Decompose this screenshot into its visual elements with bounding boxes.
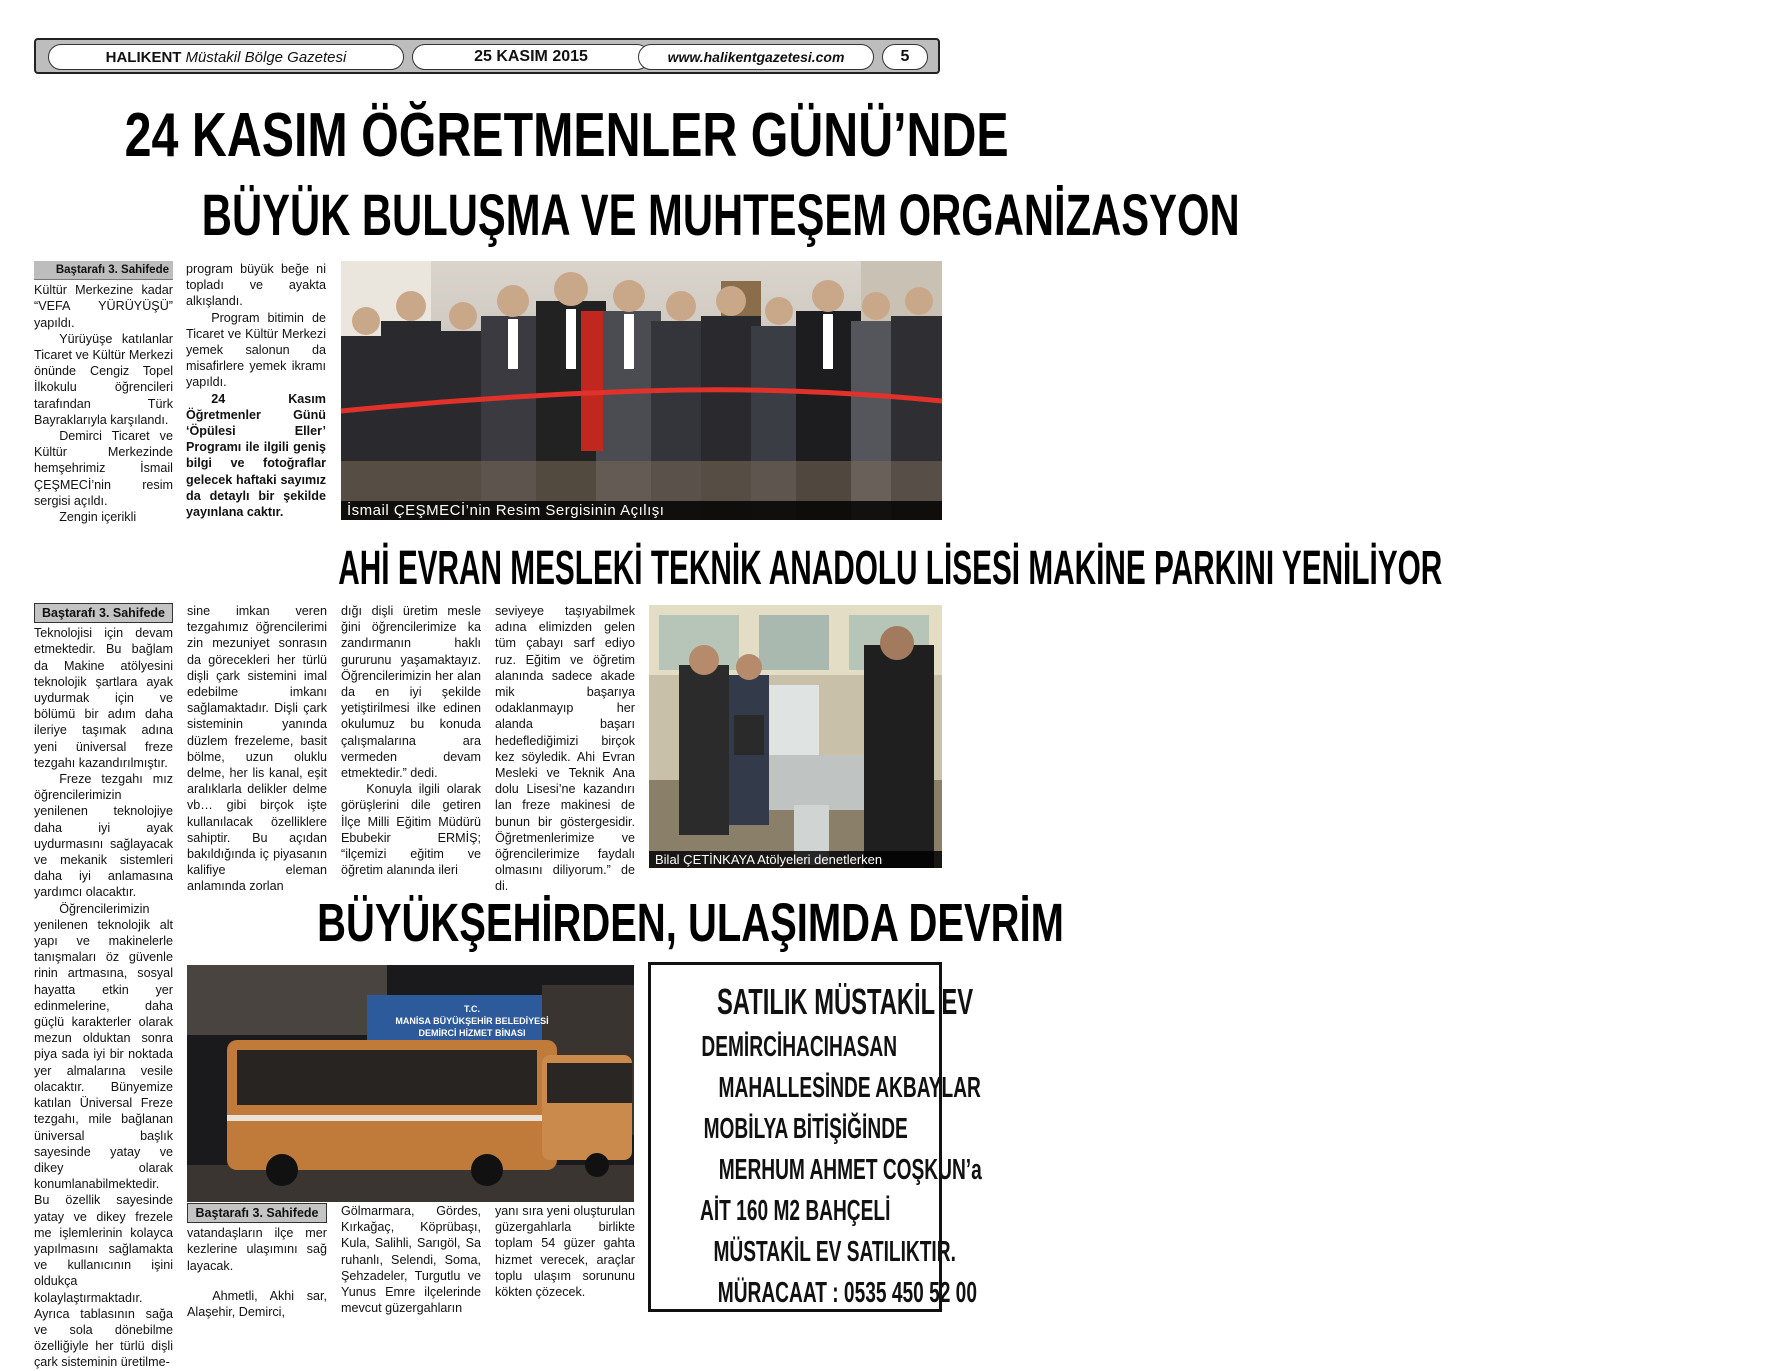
- building-sign: [367, 997, 577, 1053]
- article3-column-2: [341, 1203, 481, 1316]
- headline-ahi-evran: AHİ EVRAN MESLEKİ TEKNİK ANADOLU LİSESİ MAKİNE PARKINI YENİLİYOR: [338, 542, 1443, 595]
- article3-column-1: [187, 1203, 327, 1320]
- ad-title: SATILIK MÜSTAKİL EV: [716, 981, 974, 1022]
- classified-ad-house-for-sale: [648, 962, 982, 1312]
- paragraph: program büyük beğe ni topladı ve ayakta alkışlandı.: [186, 262, 326, 309]
- ad-line: MAHALLESİNDE AKBAYLAR: [718, 1072, 981, 1104]
- photo-ribbon-cutting: [341, 261, 942, 520]
- paragraph: Ahmetli, Akhi sar, Alaşehir, Demirci,: [187, 1288, 327, 1320]
- ad-line: MOBİLYA BİTİŞİĞİNDE: [703, 1113, 908, 1145]
- paragraph: Zengin içerikli: [59, 510, 137, 525]
- paragraph: Yürüyüşe katılanlar Ticaret ve Kültür Merkezi önünde Cengiz Topel İlkokulu öğrencileri tarafından Türk Bayraklarıyla karşılandı.: [34, 331, 173, 427]
- article2-column-3: [341, 603, 481, 878]
- ad-line: DEMİRCİHACIHASAN: [701, 1031, 898, 1063]
- paragraph: yanı sıra yeni oluşturulan güzergahlarla birlikte toplam 54 güzer gahta hizmet verecek, araçlar toplu ulaşım sorununu kökten çözecek.: [495, 1204, 636, 1300]
- paper-name: HALIKENT: [105, 48, 182, 66]
- ad-contact-phone: MÜRACAAT : 0535 450 52 00: [717, 1277, 977, 1309]
- page-header: [34, 38, 940, 74]
- article3-column-3: [495, 1203, 635, 1300]
- paragraph: Demirci Ticaret ve Kültür Merkezinde hemşehrimiz İsmail ÇEŞMECİ’nin resim sergisi açıldı.: [34, 429, 173, 508]
- ad-line: AİT 160 M2 BAHÇELİ: [700, 1195, 891, 1227]
- article1-column-1: [34, 261, 173, 525]
- page-number: 5: [882, 44, 928, 70]
- continued-tag: Baştarafı 3. Sahifede: [34, 261, 173, 280]
- article2-column-2: [187, 603, 327, 895]
- issue-date: 25 KASIM 2015: [412, 44, 650, 70]
- paragraph: dığı dişli üretim mesle ğini öğrencilerimize ka zandırmanın haklı gururunu yaşamaktayız. Öğrencilerimizin her alan da en iyi şekilde yetiştirilmesi ilke edinen okulumuz bu konuda çalışmalarına ara vermeden devam etmektedir.” dedi.: [341, 604, 481, 781]
- paragraph: Öğrencilerimizin yenilenen teknolojik alt yapı ve makinelerle tanışmaları öz güvenle rinin artmasına, sosyal hayatta etkin yer edinmelerine, daha güçlü karakterler olarak mezun olduktan sonra piya sada iyi bir noktada yer almalarına vesile olacaktır. Bünyemize katılan Üniversal Freze tezgahı, mile bağlanan üniversal başlık sayesinde yatay ve dikey olarak konumlanabilmektedir. Bu özellik sayesinde yatay ve dikey frezele me işlemlerinin kolayca yapılmasını sağlamakta ve kullanıcının işini oldukça kolaylaştırmaktadır. Ayrıca tablasının sağa ve sola dönebilme özelliğiyle her türlü dişli çark sisteminin üretilme-: [34, 901, 173, 1370]
- paragraph: Freze tezgahı mız öğrencilerimizin yenilenen teknolojiye daha iyi ayak uydurmasını sağlayacak ve mekanik sistemleri daha iyi anlamasına yardımcı olacaktır.: [34, 772, 173, 900]
- workshop-image: [649, 605, 942, 868]
- photo-workshop: [649, 605, 942, 868]
- article2-column-1: [34, 603, 173, 1371]
- paragraph: seviyeye taşıyabilmek adına elimizden gelen tüm çabayı sarf ediyo ruz. Eğitim ve öğretim alanında sadece akade mik başarıya odaklanmayıp her alanda başarı hedeflediğimizi birçok kez söyledik. Ahi Evran Mesleki ve Teknik Ana dolu Lisesi’ne kazandırı lan freze makinesi de bunun bir göstergesidir. Öğretmenlerimize ve öğrencilerimize faydalı olmasını diliyorum.” de di.: [495, 604, 635, 894]
- paragraph: Teknolojisi için devam etmektedir. Bu bağlam da Makine atölyesini teknolojik şartlara ayak uydurmak için ve bölümü bir adım daha ileriye taşımak adına yeni üniversal freze tezgahı kazandırılmıştır.: [34, 626, 173, 770]
- paragraph: sine imkan veren tezgahımız öğrencilerimi zin mezuniyet sonrasın da görecekleri her türlü dişli çark sistemini imal edebilme imkanı sağlamaktadır. Dişli çark sisteminin yanında düzlem frezeleme, basit bölme, uzun oluklu delme, her lis kanal, eşit aralıklarla delikler delme vb… gibi birçok işte kullanılacak özelliklere sahiptir. Bu açıdan bakıldığında iç piyasanın kalifiye eleman anlamında zorlan: [187, 604, 327, 894]
- photo-caption: Bilal ÇETİNKAYA Atölyeleri denetlerken: [649, 851, 942, 868]
- article1-column-2: [186, 261, 326, 520]
- ad-line: MERHUM AHMET COŞKUN’a: [718, 1154, 982, 1186]
- sign-line: MANİSA BÜYÜKŞEHİR BELEDİYESİ: [395, 1016, 549, 1026]
- website-url[interactable]: www.halikentgazetesi.com: [638, 44, 874, 70]
- paper-name-pill: [48, 44, 404, 70]
- ribbon-cutting-image: [341, 261, 942, 520]
- headline-organization: BÜYÜK BULUŞMA VE MUHTEŞEM ORGANİZASYON: [201, 183, 1240, 248]
- continued-tag: Baştarafı 3. Sahifede: [187, 1203, 327, 1223]
- photo-caption: İsmail ÇEŞMECİ’nin Resim Sergisinin Açılışı: [341, 501, 942, 520]
- paper-subtitle: Müstakil Bölge Gazetesi: [185, 48, 347, 66]
- paragraph-bold: 24 Kasım Öğretmenler Günü ‘Öpülesi Eller’ Programı ile ilgili geniş bilgi ve fotoğraflar gelecek haftaki sayımız da detaylı bir şekilde yayınlana caktır.: [186, 391, 326, 520]
- paragraph: Konuyla ilgili olarak görüşlerini dile getiren İlçe Milli Eğitim Müdürü Ebubekir ERMİŞ; “ilçemizi eğitim ve öğretim alanında ileri: [341, 782, 481, 878]
- continued-tag: Baştarafı 3. Sahifede: [34, 603, 173, 623]
- paragraph: Program bitimin de Ticaret ve Kültür Merkezi yemek salonun da misafirlere yemek ikramı yapıldı.: [186, 310, 326, 390]
- sign-line: T.C.: [463, 1004, 480, 1014]
- article2-column-4: [495, 603, 635, 895]
- headline-transport: BÜYÜKŞEHİRDEN, ULAŞIMDA DEVRİM: [317, 893, 1064, 953]
- paragraph: vatandaşların ilçe mer kezlerine ulaşımını sağ layacak.: [187, 1226, 327, 1273]
- photo-buses: [187, 965, 634, 1202]
- paragraph: Gölmarmara, Gördes, Kırkağaç, Köprübaşı, Kula, Salihli, Sarıgöl, Sa ruhanlı, Selendi, Soma, Şehzadeler, Turgutlu ve Yunus Emre ilçelerinde mevcut güzergahların: [341, 1204, 481, 1316]
- headline-teachers-day: 24 KASIM ÖĞRETMENLER GÜNÜ’NDE: [124, 101, 1009, 170]
- paragraph: Kültür Merkezine kadar “VEFA YÜRÜYÜŞÜ” yapıldı.: [34, 283, 173, 330]
- sign-line: DEMİRCİ HİZMET BİNASI: [418, 1028, 526, 1038]
- ad-line: MÜSTAKİL EV SATILIKTIR.: [713, 1236, 956, 1268]
